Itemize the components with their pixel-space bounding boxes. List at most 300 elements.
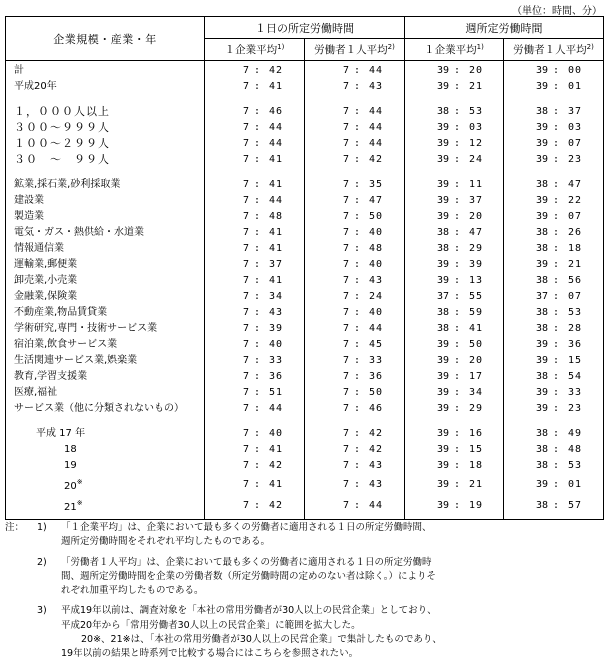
hours-value: 39	[436, 259, 449, 270]
hours-value: 39	[535, 195, 548, 206]
time-value	[405, 477, 503, 493]
time-separator: :	[453, 403, 461, 414]
minutes-value: 36	[567, 339, 582, 350]
minutes-value: 34	[468, 387, 483, 398]
hours-value: 7	[342, 387, 349, 398]
value-cell	[205, 401, 305, 417]
table-row	[6, 401, 604, 417]
value-cell	[205, 120, 305, 136]
minutes-value: 41	[268, 81, 283, 92]
table-row	[6, 152, 604, 168]
minutes-value: 29	[468, 243, 483, 254]
time-separator: :	[353, 65, 361, 76]
value-cell	[405, 104, 504, 120]
hours-value: 39	[436, 154, 449, 165]
time-value	[305, 385, 404, 401]
time-separator: :	[552, 65, 560, 76]
time-separator: :	[552, 499, 560, 511]
hours-value: 7	[342, 227, 349, 238]
value-cell	[305, 79, 405, 95]
value-cell	[405, 241, 504, 257]
row-label	[6, 225, 205, 241]
time-value	[205, 498, 304, 514]
spacer-cell	[205, 95, 305, 104]
spacer-cell	[305, 417, 405, 426]
time-value	[504, 337, 603, 353]
row-label	[6, 61, 205, 80]
table-row	[6, 321, 604, 337]
time-value	[205, 369, 304, 385]
table-row	[6, 289, 604, 305]
minutes-value: 15	[567, 355, 582, 366]
minutes-value: 47	[567, 179, 582, 190]
time-value	[504, 385, 603, 401]
time-separator: :	[552, 371, 560, 382]
minutes-value: 46	[368, 403, 383, 414]
hours-value: 7	[342, 478, 349, 490]
time-separator: :	[353, 355, 361, 366]
value-cell	[405, 385, 504, 401]
time-value	[305, 120, 404, 136]
minutes-value: 41	[268, 444, 283, 455]
value-cell	[405, 458, 504, 474]
minutes-value: 07	[567, 291, 582, 302]
spacer-cell	[305, 168, 405, 177]
time-value	[305, 426, 404, 442]
time-separator: :	[353, 275, 361, 286]
table-row	[6, 193, 604, 209]
row-label	[6, 209, 205, 225]
spacer-cell	[504, 417, 604, 426]
time-value	[504, 369, 603, 385]
minutes-value: 43	[268, 307, 283, 318]
time-separator: :	[353, 478, 361, 490]
hours-value: 39	[535, 122, 548, 133]
time-value	[205, 120, 304, 136]
minutes-value: 21	[567, 259, 582, 270]
hours-value: 39	[535, 154, 548, 165]
value-cell	[504, 104, 604, 120]
row-label	[6, 337, 205, 353]
time-value	[504, 209, 603, 225]
time-separator: :	[552, 478, 560, 490]
value-cell	[305, 241, 405, 257]
time-separator: :	[253, 323, 261, 334]
time-separator: :	[453, 154, 461, 165]
time-separator: :	[453, 65, 461, 76]
time-separator: :	[453, 291, 461, 302]
value-cell	[305, 120, 405, 136]
value-cell	[305, 225, 405, 241]
time-separator: :	[453, 243, 461, 254]
time-separator: :	[453, 259, 461, 270]
time-value	[305, 289, 404, 305]
value-cell	[205, 193, 305, 209]
header-weekly-worker-avg: 労働者１人平均$^{2)}$	[504, 39, 604, 61]
row-label-text: 19	[64, 460, 77, 471]
spacer-cell	[6, 95, 205, 104]
value-cell	[405, 353, 504, 369]
value-cell	[205, 321, 305, 337]
time-value	[305, 136, 404, 152]
time-value	[305, 337, 404, 353]
hours-value: 38	[535, 499, 548, 511]
minutes-value: 48	[268, 211, 283, 222]
time-separator: :	[253, 291, 261, 302]
table-row	[6, 337, 604, 353]
hours-value: 7	[242, 227, 249, 238]
time-separator: :	[552, 323, 560, 334]
time-value	[504, 321, 603, 337]
row-label	[6, 289, 205, 305]
hours-value: 7	[242, 428, 249, 439]
time-value	[205, 477, 304, 493]
time-value	[405, 136, 503, 152]
table-row	[6, 61, 604, 80]
value-cell	[504, 120, 604, 136]
time-separator: :	[453, 444, 461, 455]
value-cell	[205, 442, 305, 458]
time-separator: :	[253, 387, 261, 398]
value-cell	[305, 289, 405, 305]
minutes-value: 41	[468, 323, 483, 334]
hours-value: 7	[242, 106, 249, 117]
time-separator: :	[353, 81, 361, 92]
hours-value: 39	[436, 65, 449, 76]
header-category: 企業規模・産業・年	[6, 17, 205, 61]
table-row	[6, 225, 604, 241]
spacer-cell	[305, 95, 405, 104]
time-separator: :	[552, 195, 560, 206]
table-row	[6, 241, 604, 257]
time-value	[405, 337, 503, 353]
value-cell	[305, 337, 405, 353]
time-separator: :	[253, 460, 261, 471]
minutes-value: 42	[268, 460, 283, 471]
hours-value: 7	[342, 259, 349, 270]
time-separator: :	[353, 291, 361, 302]
hours-value: 38	[436, 106, 449, 117]
spacer-row	[6, 417, 604, 426]
time-value	[205, 321, 304, 337]
value-cell	[504, 385, 604, 401]
time-separator: :	[453, 106, 461, 117]
time-value	[405, 273, 503, 289]
hours-value: 7	[242, 339, 249, 350]
minutes-value: 44	[368, 65, 383, 76]
time-value	[405, 241, 503, 257]
minutes-value: 26	[567, 227, 582, 238]
footnote-2-line: れぞれ加重平均したものである。	[61, 585, 204, 597]
hours-value: 7	[242, 138, 249, 149]
value-cell	[405, 257, 504, 273]
time-separator: :	[353, 444, 361, 455]
hours-value: 7	[342, 403, 349, 414]
hours-value: 38	[436, 323, 449, 334]
spacer-cell	[405, 95, 504, 104]
row-label	[6, 273, 205, 289]
spacer-cell	[405, 417, 504, 426]
value-cell	[405, 369, 504, 385]
time-value	[405, 177, 503, 193]
minutes-value: 12	[468, 138, 483, 149]
time-separator: :	[453, 460, 461, 471]
time-separator: :	[253, 499, 261, 511]
hours-value: 7	[342, 275, 349, 286]
table-row	[6, 120, 604, 136]
row-label	[6, 177, 205, 193]
value-cell	[405, 442, 504, 458]
row-label	[6, 257, 205, 273]
row-label-text: 金融業,保険業	[14, 291, 78, 302]
time-separator: :	[353, 227, 361, 238]
time-value	[205, 289, 304, 305]
time-value	[504, 458, 603, 474]
time-value	[504, 63, 603, 79]
time-separator: :	[552, 339, 560, 350]
time-value	[405, 289, 503, 305]
minutes-value: 44	[268, 195, 283, 206]
minutes-value: 23	[567, 403, 582, 414]
time-separator: :	[353, 460, 361, 471]
time-value	[305, 177, 404, 193]
time-separator: :	[453, 428, 461, 439]
row-label-text: 卸売業,小売業	[14, 275, 78, 286]
minutes-value: 44	[368, 106, 383, 117]
minutes-value: 16	[468, 428, 483, 439]
hours-value: 7	[242, 403, 249, 414]
time-value	[405, 209, 503, 225]
time-value	[205, 225, 304, 241]
time-value	[305, 257, 404, 273]
hours-value: 7	[342, 499, 349, 511]
time-separator: :	[453, 211, 461, 222]
spacer-cell	[6, 168, 205, 177]
time-value	[205, 442, 304, 458]
time-separator: :	[552, 122, 560, 133]
value-cell	[205, 426, 305, 442]
value-cell	[205, 353, 305, 369]
row-label	[6, 321, 205, 337]
time-separator: :	[353, 499, 361, 511]
value-cell	[205, 177, 305, 193]
time-value	[504, 498, 603, 514]
row-label	[6, 401, 205, 417]
time-separator: :	[552, 444, 560, 455]
value-cell	[205, 474, 305, 495]
minutes-value: 41	[268, 275, 283, 286]
value-cell	[305, 61, 405, 80]
time-value	[205, 426, 304, 442]
value-cell	[504, 273, 604, 289]
row-label-text: 21	[64, 502, 77, 513]
hours-value: 7	[242, 291, 249, 302]
time-value	[205, 353, 304, 369]
footnote-1-line: 「１企業平均」は、企業において最も多くの労働者に適用される１日の所定労働時間、	[61, 522, 432, 533]
hours-value: 39	[436, 195, 449, 206]
minutes-value: 44	[368, 138, 383, 149]
value-cell	[205, 152, 305, 168]
time-separator: :	[253, 275, 261, 286]
spacer-cell	[205, 417, 305, 426]
table-row	[6, 104, 604, 120]
value-cell	[405, 426, 504, 442]
value-cell	[504, 337, 604, 353]
value-cell	[504, 495, 604, 520]
value-cell	[504, 257, 604, 273]
time-value	[205, 458, 304, 474]
minutes-value: 37	[567, 106, 582, 117]
hours-value: 39	[436, 138, 449, 149]
time-value	[305, 63, 404, 79]
row-label	[6, 369, 205, 385]
row-label-text: 鉱業,採石業,砂利採取業	[14, 179, 121, 190]
value-cell	[504, 61, 604, 80]
time-separator: :	[353, 307, 361, 318]
row-label	[6, 385, 205, 401]
time-value	[504, 426, 603, 442]
minutes-value: 47	[368, 195, 383, 206]
minutes-value: 48	[567, 444, 582, 455]
row-label-text: 運輸業,郵便業	[14, 259, 78, 270]
hours-value: 7	[342, 154, 349, 165]
time-separator: :	[353, 387, 361, 398]
value-cell	[305, 442, 405, 458]
value-cell	[305, 177, 405, 193]
time-value	[504, 136, 603, 152]
hours-value: 38	[436, 227, 449, 238]
minutes-value: 00	[567, 65, 582, 76]
time-separator: :	[253, 179, 261, 190]
hours-value: 7	[242, 122, 249, 133]
value-cell	[305, 321, 405, 337]
hours-value: 7	[342, 106, 349, 117]
time-separator: :	[353, 403, 361, 414]
time-value	[504, 353, 603, 369]
hours-value: 39	[436, 275, 449, 286]
time-value	[205, 152, 304, 168]
time-separator: :	[353, 154, 361, 165]
hours-value: 7	[242, 355, 249, 366]
hours-value: 38	[535, 428, 548, 439]
time-separator: :	[453, 387, 461, 398]
row-label	[6, 353, 205, 369]
minutes-value: 59	[468, 307, 483, 318]
minutes-value: 36	[368, 371, 383, 382]
minutes-value: 54	[567, 371, 582, 382]
value-cell	[305, 369, 405, 385]
value-cell	[305, 257, 405, 273]
row-label-text: 平成20年	[14, 81, 57, 92]
time-separator: :	[453, 179, 461, 190]
hours-value: 7	[342, 138, 349, 149]
minutes-value: 07	[567, 138, 582, 149]
value-cell	[405, 120, 504, 136]
minutes-value: 47	[468, 227, 483, 238]
table-row	[6, 442, 604, 458]
hours-value: 39	[436, 81, 449, 92]
value-cell	[504, 458, 604, 474]
value-cell	[305, 136, 405, 152]
minutes-value: 37	[268, 259, 283, 270]
time-separator: :	[253, 444, 261, 455]
minutes-value: 51	[268, 387, 283, 398]
row-label	[6, 426, 205, 442]
hours-value: 38	[535, 307, 548, 318]
time-separator: :	[353, 179, 361, 190]
hours-value: 7	[342, 307, 349, 318]
minutes-value: 41	[268, 478, 283, 490]
minutes-value: 42	[268, 499, 283, 511]
hours-value: 39	[436, 179, 449, 190]
hours-value: 7	[242, 154, 249, 165]
time-separator: :	[552, 259, 560, 270]
hours-value: 39	[436, 211, 449, 222]
value-cell	[305, 152, 405, 168]
time-separator: :	[353, 106, 361, 117]
time-value	[405, 79, 503, 95]
time-value	[305, 458, 404, 474]
time-separator: :	[253, 154, 261, 165]
hours-value: 7	[242, 499, 249, 511]
time-value	[305, 225, 404, 241]
minutes-value: 01	[567, 81, 582, 92]
value-cell	[504, 305, 604, 321]
time-separator: :	[552, 227, 560, 238]
time-separator: :	[353, 243, 361, 254]
time-separator: :	[552, 307, 560, 318]
time-value	[504, 193, 603, 209]
value-cell	[405, 225, 504, 241]
time-value	[504, 79, 603, 95]
value-cell	[504, 193, 604, 209]
time-separator: :	[353, 428, 361, 439]
footnote-prefix: 注：	[5, 522, 25, 533]
minutes-value: 20	[468, 211, 483, 222]
time-value	[504, 104, 603, 120]
time-value	[405, 321, 503, 337]
value-cell	[205, 289, 305, 305]
row-label	[6, 136, 205, 152]
table-row	[6, 177, 604, 193]
minutes-value: 33	[567, 387, 582, 398]
value-cell	[205, 369, 305, 385]
hours-value: 7	[342, 323, 349, 334]
time-value	[405, 458, 503, 474]
value-cell	[405, 152, 504, 168]
hours-value: 7	[242, 444, 249, 455]
time-separator: :	[552, 460, 560, 471]
minutes-value: 03	[468, 122, 483, 133]
minutes-value: 03	[567, 122, 582, 133]
spacer-cell	[6, 417, 205, 426]
time-separator: :	[253, 371, 261, 382]
time-value	[205, 193, 304, 209]
time-value	[305, 369, 404, 385]
hours-value: 7	[242, 460, 249, 471]
time-value	[205, 241, 304, 257]
minutes-value: 13	[468, 275, 483, 286]
table-row	[6, 353, 604, 369]
hours-value: 39	[436, 460, 449, 471]
hours-value: 39	[535, 478, 548, 490]
time-separator: :	[453, 307, 461, 318]
hours-value: 39	[436, 403, 449, 414]
time-value	[405, 104, 503, 120]
time-value	[405, 385, 503, 401]
time-separator: :	[453, 138, 461, 149]
hours-value: 7	[342, 195, 349, 206]
